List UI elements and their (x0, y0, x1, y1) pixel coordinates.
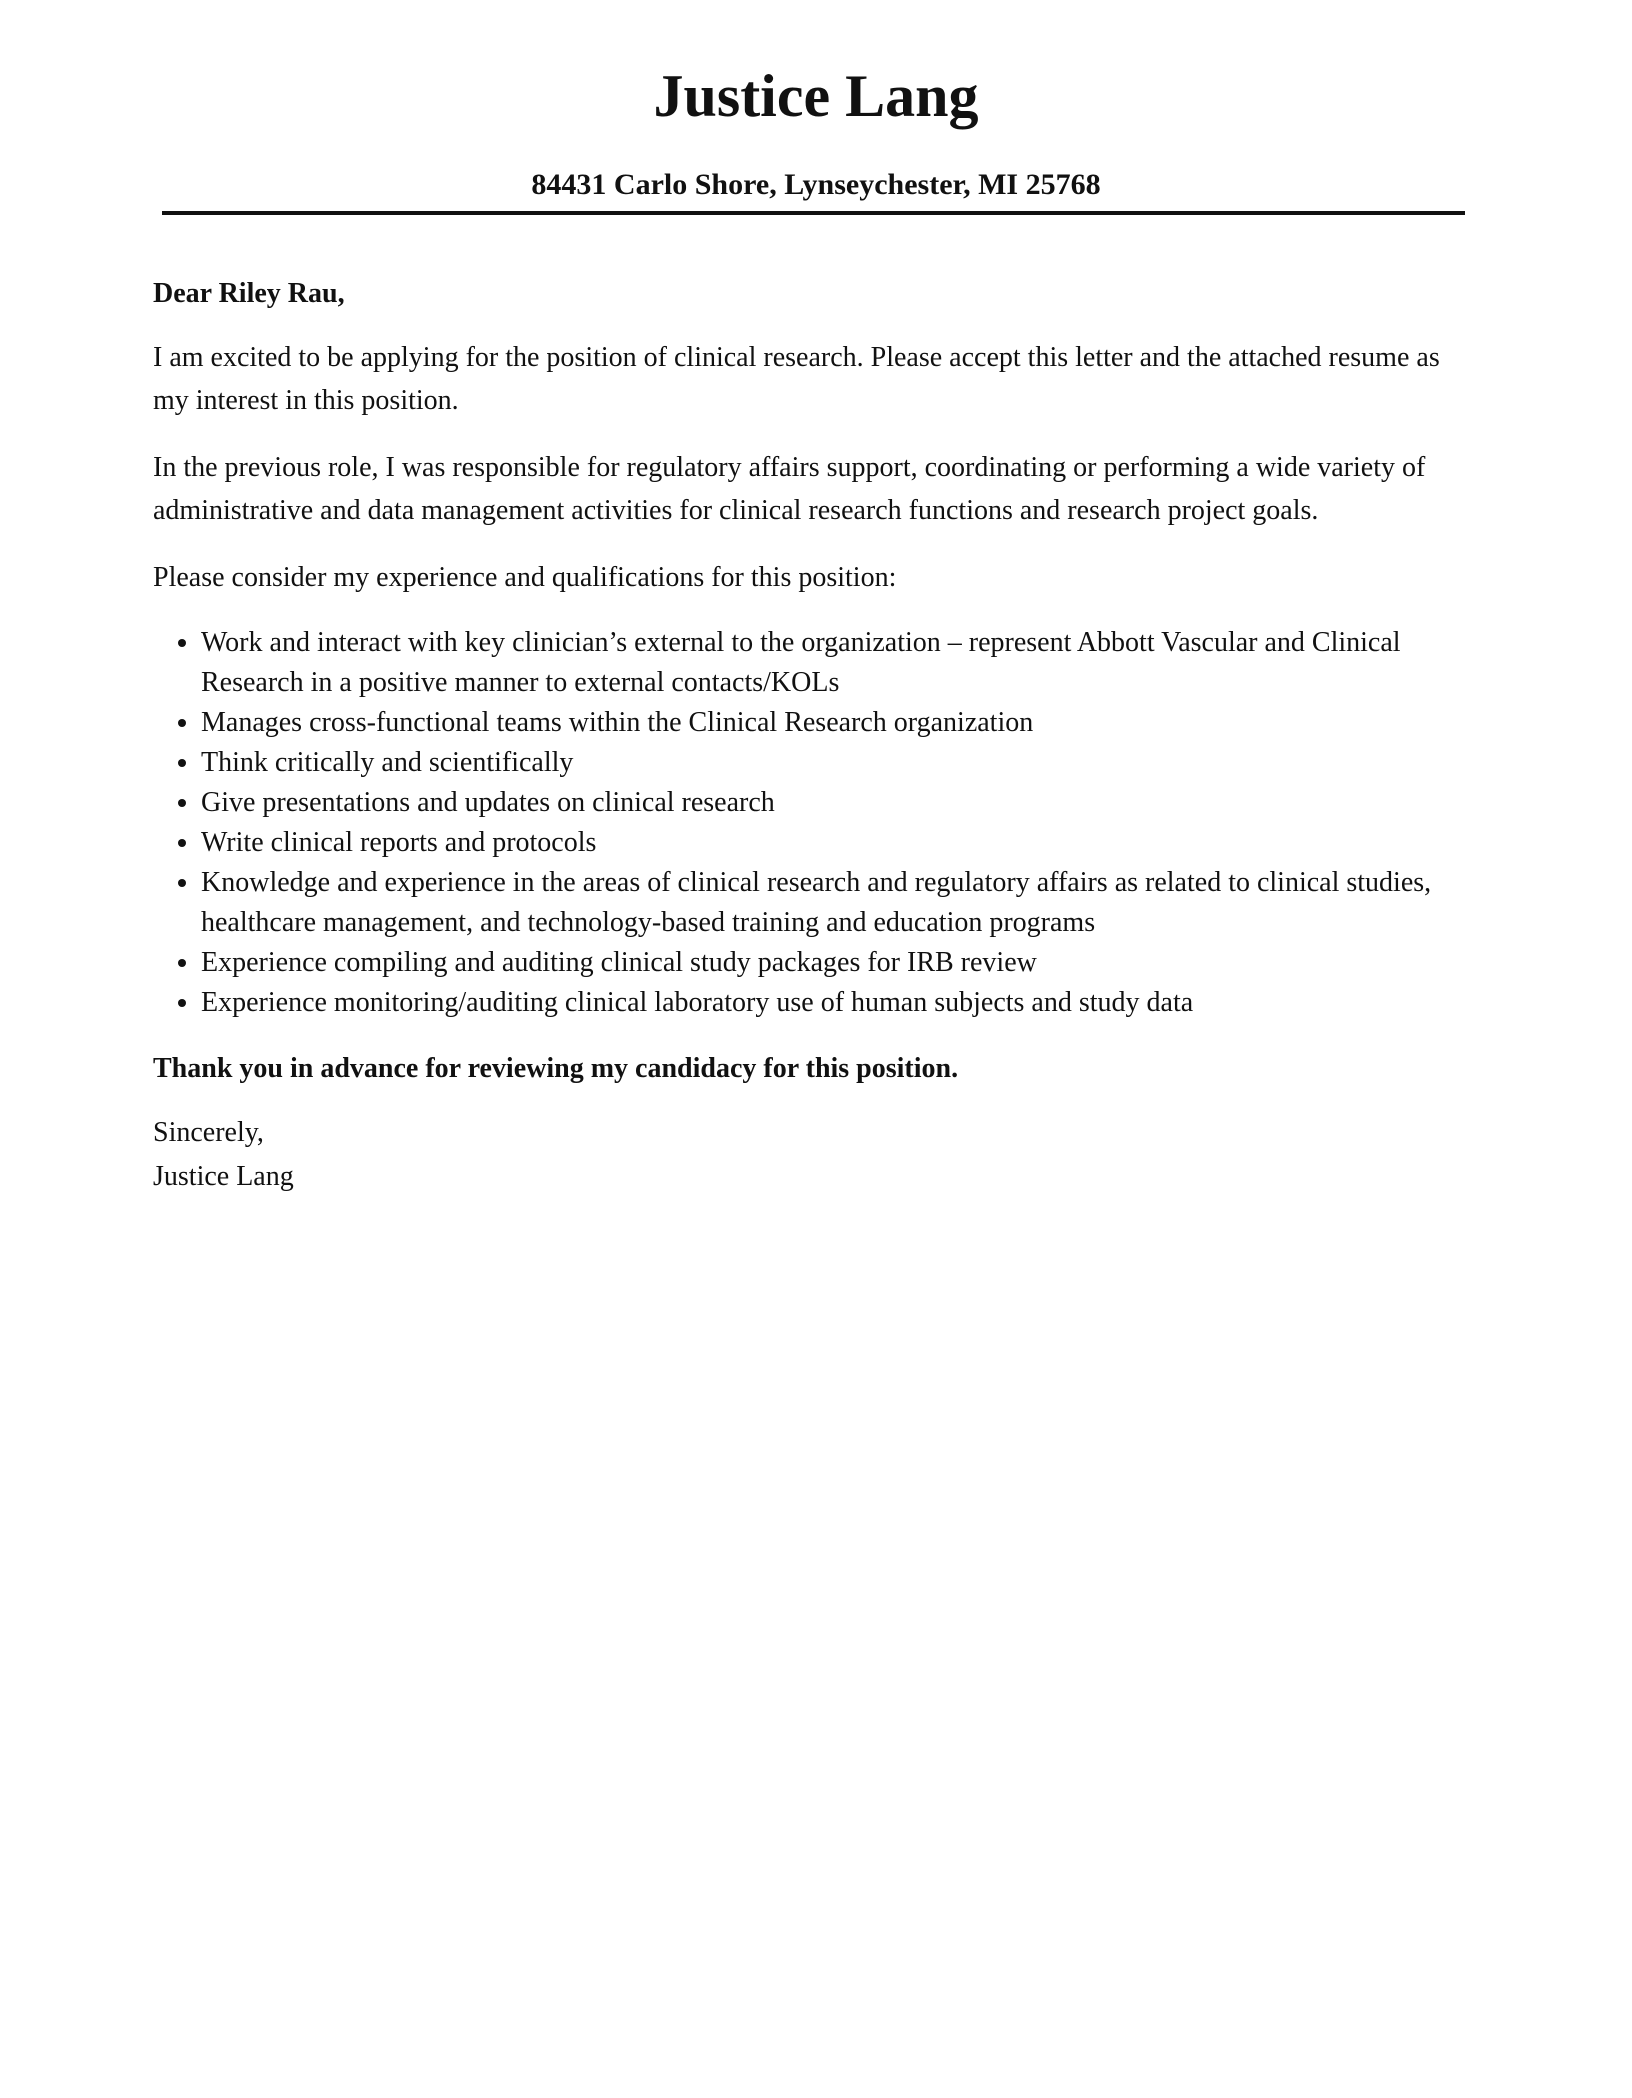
list-item: • Knowledge and experience in the areas of clinical research and regulatory affairs as related to clinical studies, healthcare management, and technology-based training and education programs (201, 863, 1465, 943)
valediction: Sincerely, (153, 1117, 264, 1148)
qualifications-lead: Please consider my experience and qualifications for this position: (153, 562, 897, 593)
list-item: • Give presentations and updates on clinical research (201, 783, 1465, 823)
applicant-address: 84431 Carlo Shore, Lynseychester, MI 25768 (531, 168, 1101, 201)
signature: Justice Lang (153, 1161, 294, 1192)
list-item: • Experience compiling and auditing clinical study packages for IRB review (201, 943, 1465, 983)
salutation: Dear Riley Rau, (153, 278, 345, 309)
qualifications-list (153, 623, 1465, 1023)
applicant-name: Justice Lang (653, 63, 979, 129)
intro-paragraph: I am excited to be applying for the position of clinical research. Please accept this letter and the attached resume as my interest in this position. (153, 342, 1440, 416)
list-item: • Write clinical reports and protocols (201, 823, 1465, 863)
list-item: • Think critically and scientifically (201, 743, 1465, 783)
list-item: • Experience monitoring/auditing clinical laboratory use of human subjects and study data (201, 983, 1465, 1023)
list-item: • Manages cross-functional teams within the Clinical Research organization (201, 703, 1465, 743)
experience-paragraph: In the previous role, I was responsible for regulatory affairs support, coordinating or performing a wide variety of administrative and data management activities for clinical research functions and research project goals. (153, 452, 1426, 526)
letter-body (153, 274, 1465, 1199)
closing-statement: Thank you in advance for reviewing my candidacy for this position. (153, 1053, 959, 1084)
header-divider (162, 211, 1465, 215)
list-item: • Work and interact with key clinician’s external to the organization – represent Abbott Vascular and Clinical Research in a positive manner to external contacts/KOLs (201, 623, 1465, 703)
